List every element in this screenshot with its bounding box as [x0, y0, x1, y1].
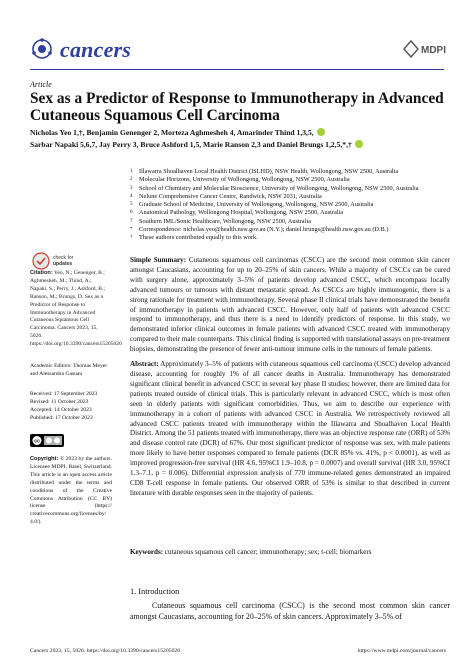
- affiliation-text: These authors contributed equally to this work.: [139, 234, 258, 242]
- introduction-text: Cutaneous squamous cell carcinoma (CSCC) is the second most common skin cancer amongst Caucasians, accounting for 20–25% of skin cancers. Approximately 3–5% of: [130, 601, 450, 621]
- affiliation-text: Illawarra Shoalhaven Local Health District (ISLHD), NSW Health, Wollongong, NSW 2500, Australia: [139, 168, 399, 175]
- affiliation-number: †: [130, 235, 133, 241]
- affiliation-text: Southern IML/Sonic Healthcare, Wollongong, NSW 2500, Australia: [139, 217, 311, 225]
- affiliation-item: [130, 168, 450, 176]
- abstract-text: Approximately 3–5% of patients with cutaneous squamous cell carcinoma (CSCC) develop advanced disease, accounting for roughly 1% of all cancer deaths in Australia. Immunotherapy has demonstrated significant clinical benefit in advanced CSCC in several key phase II studies; however, there are limited data for patients treated outside of clinical trials. This is particularly relevant in advanced CSCC, which is most often seen in elderly patients with significant comorbidities. Thus, we aim to describe our experience with immunotherapy in a cohort of patients with advanced CSCC in Australia. We retrospectively reviewed all advanced CSCC patients treated with immunotherapy within the Illawarra and Shoalhaven Local Health District. Among the 51 patients treated with immunotherapy, there was an objective response rate (ORR) of 53% and disease control rate (DCR) of 67%. Our most significant predictor of response was sex, with male patients more likely to have better responses compared to female patients (DCR 85% vs. 41%, p < 0.0001), as well as improved progression-free survival (HR 4.6, 95%CI 1.9–10.8, p = 0.0007) and overall survival (HR 3.0, 95%CI 1.3–7.1, p = 0.006). Differential expression analysis of 770 immune-related genes demonstrated an impaired CD8 T-cell response in female patients. Our observed ORR of 53% is similar to that described in current literature with durable responses seen in the majority of patients.: [130, 360, 450, 497]
- affiliation-number: 2: [130, 177, 133, 183]
- affiliation-item: [130, 209, 450, 217]
- affiliation-number: 3: [130, 185, 133, 191]
- affiliation-number: 6: [130, 210, 133, 216]
- affiliation-number: 1: [130, 169, 133, 174]
- authors-line-2: Sarbar Napaki 5,6,7, Jay Perry 3, Bruce Ashford 1,5, Marie Ranson 2,3 and Daniel Brungs 1,2,5,*,†: [30, 140, 352, 149]
- header-rule: [30, 69, 444, 70]
- affiliation-item: [130, 218, 450, 226]
- article-type: Article: [30, 80, 52, 89]
- affiliations: [130, 168, 450, 243]
- svg-text:MDPI: MDPI: [421, 45, 446, 56]
- journal-logo-icon: [30, 38, 54, 60]
- cc-by-license-icon[interactable]: [30, 434, 64, 447]
- authors-line-1: Nicholas Yeo 1,†, Benjamin Genenger 2, Morteza Aghmesheh 4, Amarinder Thind 1,3,5,: [30, 128, 314, 137]
- affiliation-text: Graduate School of Medicine, University of Wollongong, Wollongong, NSW 2500, Australia: [139, 201, 374, 209]
- affiliation-number: 7: [130, 218, 133, 224]
- check-updates-line-1: check for: [53, 255, 74, 261]
- copyright-label: Copyright:: [30, 456, 59, 462]
- keywords-text: cutaneous squamous cell cancer; immunotherapy; sex; t-cell; biomarkers: [164, 548, 372, 556]
- section-heading: 1. Introduction: [130, 587, 180, 596]
- affiliation-item: [130, 226, 450, 234]
- author-list: [30, 127, 450, 151]
- copyright-block: [30, 456, 112, 527]
- affiliation-item: [130, 185, 450, 193]
- affiliation-text: School of Chemistry and Molecular Bioscience, University of Wollongong, Wollongong, NSW 2500, Australia: [139, 184, 419, 192]
- citation-label: Citation:: [30, 270, 53, 276]
- affiliation-number: 5: [130, 202, 133, 208]
- keywords-label: Keywords:: [130, 548, 164, 556]
- affiliation-item: [130, 234, 450, 242]
- affiliation-item: [130, 193, 450, 201]
- affiliation-number: *: [130, 227, 133, 233]
- abstract-section: [130, 256, 450, 499]
- abstract-label: Abstract:: [130, 360, 159, 369]
- mdpi-logo-icon[interactable]: [400, 38, 446, 60]
- affiliation-item: [130, 176, 450, 184]
- affiliation-text: Nelune Comprehensive Cancer Centre, Randwick, NSW 2031, Australia: [139, 192, 322, 200]
- citation-block: [30, 270, 122, 349]
- date-item: Revised: 11 October 2023: [30, 398, 89, 405]
- check-updates-line-2: updates: [53, 261, 73, 267]
- affiliation-item: [130, 201, 450, 209]
- affiliation-number: 4: [130, 193, 133, 199]
- affiliation-text: Molecular Horizons, University of Wollongong, Wollongong, NSW 2500, Australia: [139, 176, 350, 184]
- orcid-icon[interactable]: [355, 140, 363, 148]
- copyright-text: © 2023 by the authors. Licensee MDPI, Basel, Switzerland. This article is an open access article distributed under the terms and conditions of the Creative Commons Attribution (CC BY) license (https:// creativecommons.org/licenses/by/ 4.0/).: [30, 456, 113, 526]
- citation-text: Yeo, N.; Genenger, B.; Aghmesheh, M.; Thind, A.; Napaki, S.; Perry, J.; Ashford, B.; Ranson, M.; Brungs, D. Sex as a Predictor of Response to Immunotherapy in Advanced Cutaneous Squamous Cell Carcinoma. Cancers 2023, 15, 5026. https://doi.org/10.3390/cancers15205026: [30, 270, 122, 348]
- footer-journal-url[interactable]: https://www.mdpi.com/journal/cancers: [357, 648, 446, 654]
- article-title: Sex as a Predictor of Response to Immunotherapy in Advanced Cutaneous Squamous Cell Carcinoma: [30, 90, 444, 124]
- academic-editors: Academic Editors: Thomas Meyer and Alessandra Gasuau: [30, 363, 108, 377]
- check-for-updates-button[interactable]: [32, 252, 102, 270]
- simple-summary-text: Cutaneous squamous cell carcinomas (CSCC) are the second most common skin cancer amongst Caucasians, accounting for up to 20–25% of skin cancers. While a majority of CSCCs can be cured with surgery alone, approximately 3–5% of patients develop advanced CSCC, which encompass locally advanced tumours or tumours with distant metastatic spread. As CSCCs are highly immunogenic, there is a strong rationale for treatment with immunotherapy. Several phase II clinical trials have demonstrated the benefit of immunotherapy in patients with advanced CSCC. However, only half of patients with advanced CSCC respond to immunotherapy, and thus there is a need to identify predictors of response. In this study, we demonstrated inferior clinical outcomes in female patients with advanced CSCC treated with immunotherapy compared to their male counterparts. This clinical finding is supported with translational assays on pre-treatment biopsies, demonstrating the presence of fewer anti-tumour immune cells in the tumours of female patients.: [130, 256, 450, 354]
- date-item: Published: 17 October 2023: [30, 414, 93, 421]
- footer-citation[interactable]: Cancers 2023, 15, 5026. https://doi.org/10.3390/cancers15205026: [30, 648, 181, 654]
- affiliation-text: Correspondence: nicholas.yeo@health.nsw.gov.au (N.Y.); daniel.brungs@health.nsw.gov.au (D.B.): [139, 226, 389, 234]
- page-footer: [30, 648, 446, 654]
- svg-text:cc: cc: [34, 438, 40, 445]
- update-badge-icon: [32, 252, 50, 270]
- article-dates: [30, 391, 114, 423]
- affiliation-text: Anatomical Pathology, Wollongong Hospital, Wollongong, NSW 2500, Australia: [139, 209, 344, 217]
- date-item: Received: 17 September 2023: [30, 391, 98, 397]
- keywords: [130, 548, 450, 558]
- orcid-icon[interactable]: [317, 128, 325, 136]
- simple-summary-label: Simple Summary:: [130, 256, 187, 264]
- journal-name[interactable]: cancers: [60, 37, 132, 62]
- date-item: Accepted: 14 October 2023: [30, 406, 92, 413]
